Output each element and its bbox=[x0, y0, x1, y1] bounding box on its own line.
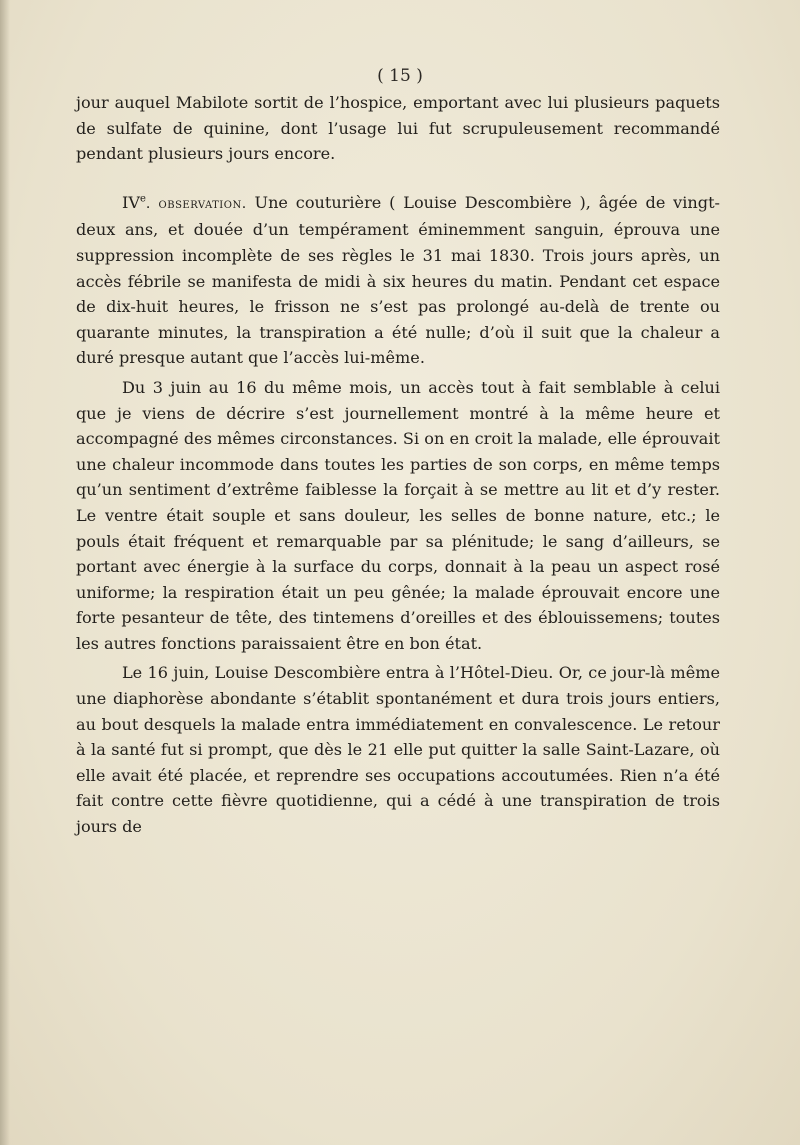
page-number: ( 15 ) bbox=[377, 66, 423, 86]
paragraph-2-text: Une couturière ( Louise Descombière ), âgée de vingt-deux ans, et douée d’un tempérament éminemment sanguin, éprouva une suppression incomplète de ses règles le 31 mai 1830. Trois jours après, un accès fébrile se manifesta de midi à six heures du matin. Pendant cet espace de dix-huit heures, le frisson ne s’est pas prolongé au-delà de trente ou quarante minutes, la transpiration a été nulle; d’où il suit que la chaleur a duré presque autant que l’accès lui-même. bbox=[76, 192, 720, 368]
paragraph-4: Le 16 juin, Louise Descombière entra à l’Hôtel-Dieu. Or, ce jour-là même une diaphorèse abondante s’établit spontanément et dura trois jours entiers, au bout desquels la malade entra immédiatement en convalescence. Le retour à la santé fut si prompt, que dès le 21 elle put quitter la salle Saint-Lazare, où elle avait été placée, et reprendre ses occupations accoutumées. Rien n’a été fait contre cette fièvre quotidienne, qui a cédé à une transpiration de trois jours de bbox=[76, 663, 720, 837]
observation-label: . observation. bbox=[145, 195, 247, 212]
observation-numeral-suffix: e bbox=[139, 193, 146, 205]
paragraph-3: Du 3 juin au 16 du même mois, un accès tout à fait semblable à celui que je viens de décrire s’est journellement montré à la même heure et accompagné des mêmes circonstances. Si on en croit la malade, elle éprouvait une chaleur incommode dans toutes les parties de son corps, en même temps qu’un sentiment d’extrême faiblesse la forçait à se mettre au lit et d’y rester. Le ventre était souple et sans douleur, les selles de bonne nature, etc.; le pouls était fréquent et remarquable par sa plénitude; le sang d’ailleurs, se portant avec énergie à la surface du corps, donnait à la peau un aspect rosé uniforme; la respiration était un peu gênée; la malade éprouvait encore une forte pesanteur de tête, des tintemens d’oreilles et des éblouissemens; toutes les autres fonctions paraissaient être en bon état. bbox=[76, 377, 720, 653]
observation-numeral: IV bbox=[122, 192, 140, 212]
paragraph-1: jour auquel Mabilote sortit de l’hospice, emportant avec lui plusieurs paquets de sulfate de quinine, dont l’usage lui fut scrupuleusement recommandé pendant plusieurs jours encore. bbox=[76, 93, 720, 164]
paragraph-2 bbox=[76, 190, 720, 371]
binding-shadow bbox=[0, 0, 10, 1145]
body-text bbox=[76, 90, 720, 840]
